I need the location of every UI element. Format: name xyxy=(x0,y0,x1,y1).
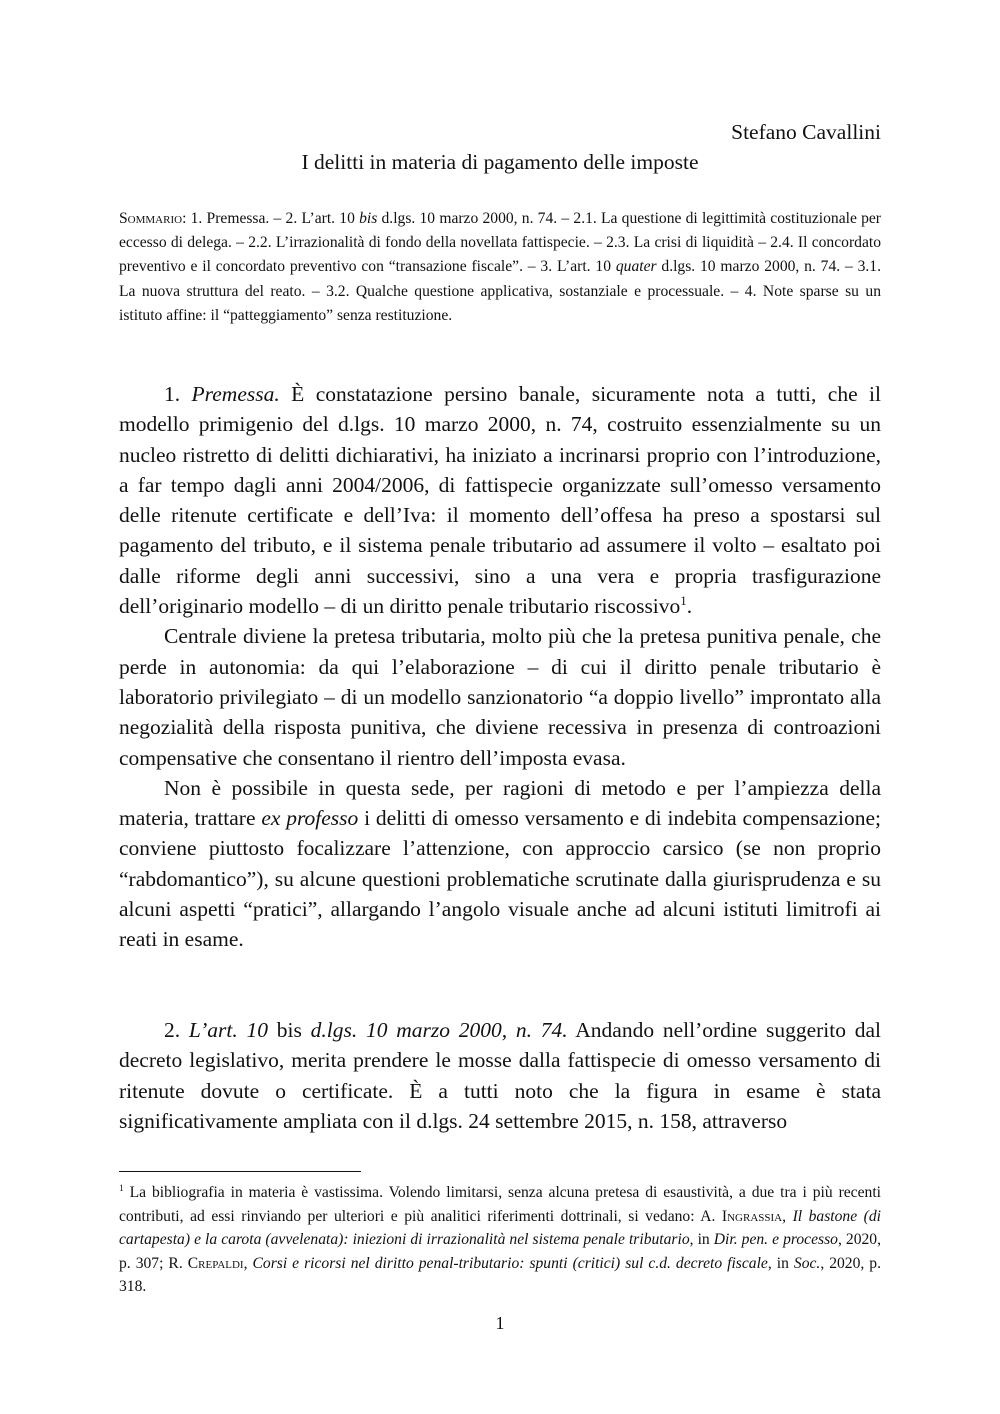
footnote-ref[interactable]: 1 xyxy=(680,593,687,608)
author-name: Stefano Cavallini xyxy=(731,120,881,144)
section-heading: Premessa. xyxy=(191,382,280,406)
sommario-label: Sommario xyxy=(119,210,183,227)
footnote-marker: 1 xyxy=(119,1183,124,1194)
page-number: 1 xyxy=(495,1313,505,1333)
paper-title: I delitti in materia di pagamento delle imposte xyxy=(301,150,699,174)
section-art-10-bis xyxy=(119,1015,881,1136)
paragraph: Non è possibile in questa sede, per ragioni di metodo e per l’ampiezza della materia, trattare ex professo i delitti di omesso versamento e di indebita compensazione; conviene piuttosto focalizzare l’attenzione, con approccio carsico (se non proprio “rabdomantico”), su alcune questioni problematiche scrutinate dalla giurisprudenza e su alcuni aspetti “pratici”, allargando l’angolo visuale anche ad alcuni istituti limitrofi ai reati in esame. xyxy=(119,775,882,952)
paragraph: 2. L’art. 10 bis d.lgs. 10 marzo 2000, n. 74. Andando nell’ordine suggerito dal decreto legislativo, merita prendere le mosse dalla fattispecie di omesso versamento di ritenute dovute o certificate. È a tutti noto che la figura in esame è stata significativamente ampliata con il d.lgs. 24 settembre 2015, n. 158, attraverso xyxy=(119,1018,882,1133)
section-premessa xyxy=(119,379,881,955)
footnote-divider xyxy=(119,1171,361,1172)
paragraph: Centrale diviene la pretesa tributaria, molto più che la pretesa punitiva penale, che perde in autonomia: da qui l’elaborazione – di cui il diritto penale tributario è laboratorio privilegiato – di un modello sanzionatorio “a doppio livello” improntato alla negozialità della risposta punitiva, che diviene recessiva in presenza di controazioni compensative che consentano il rientro dell’imposta evasa. xyxy=(119,624,881,770)
table-of-contents: Sommario: 1. Premessa. – 2. L’art. 10 bis d.lgs. 10 marzo 2000, n. 74. – 2.1. La questione di legittimità costituzionale per eccesso di delega. – 2.2. L’irrazionalità di fondo della novellata fattispecie. – 2.3. La crisi di liquidità – 2.4. Il concordato preventivo e il concordato preventivo con “transazione fiscale”. – 3. L’art. 10 quater d.lgs. 10 marzo 2000, n. 74. – 3.1. La nuova struttura del reato. – 3.2. Qualche questione applicativa, sostanziale e processuale. – 4. Note sparse su un istituto affine: il “patteggiamento” senza restituzione. xyxy=(119,210,881,324)
section-heading: L’art. 10 xyxy=(188,1018,268,1042)
paragraph: 1. Premessa. È constatazione persino banale, sicuramente nota a tutti, che il modello primigenio del d.lgs. 10 marzo 2000, n. 74, costruito essenzialmente su un nucleo ristretto di delitti dichiarativi, ha iniziato a incrinarsi proprio con l’introduzione, a far tempo dagli anni 2004/2006, di fattispecie organizzate sull’omesso versamento delle ritenute certificate e dell’Iva: il momento dell’offesa ha preso a spostarsi sul pagamento del tributo, e il sistema penale tributario ad assumere il volto – esaltato poi dalle riforme degli anni successivi, sino a una vera e propria trasfigurazione dell’originario modello – di un diritto penale tributario riscossivo$^1$. xyxy=(119,382,881,619)
footnote: $^1$ La bibliografia in materia è vastissima. Volendo limitarsi, senza alcuna pretesa di esaustività, a due tra i più recenti contributi, ad essi rinviando per ulteriori e più analitici riferimenti dottrinali, si vedano: A. Ingrassia, Il bastone (di cartapesta) e la carota (avvelenata): iniezioni di irrazionalità nel sistema penale tributario, in Dir. pen. e processo, 2020, p. 307; R. Crepaldi, Corsi e ricorsi nel diritto penal-tributario: spunti (critici) sul c.d. decreto fiscale, in Soc., 2020, p. 318. xyxy=(119,1183,882,1296)
